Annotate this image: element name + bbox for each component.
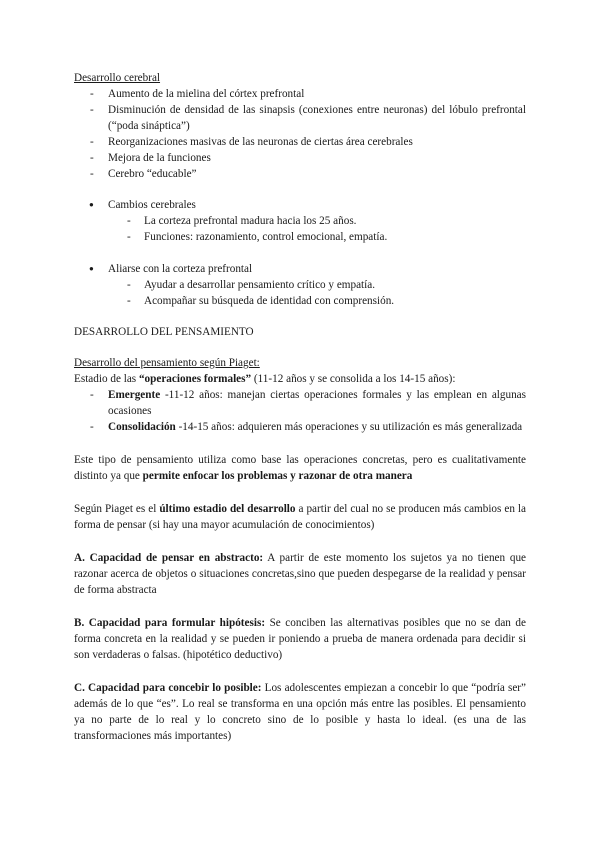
document-page [74,70,526,744]
capacidad-a [74,550,526,598]
list-item: - Aumento de la mielina del córtex prefrontal [74,86,526,102]
capacidad-b [74,615,526,663]
para1-text: Este tipo de pensamiento utiliza como base las operaciones concretas, pero es cualitativamente distinto ya que [74,454,526,482]
capacidad-c-text: Los adolescentes empiezan a concebir lo que “podría ser” además de lo que “es”. Lo real se transforma en una opción más entre las posibles. El pensamiento ya no parte de lo real y lo concreto sino de lo posible y hasta lo ideal. (es una de las transformaciones más importantes) [74,682,526,742]
estadio-list [74,387,526,435]
list-item [74,419,526,435]
cerebral-list [74,86,526,182]
estadio-line [74,371,526,387]
piaget-heading: Desarrollo del pensamiento según Piaget: [74,357,260,369]
para2-prefix: Según Piaget es el [74,503,160,515]
section-title: DESARROLLO DEL PENSAMIENTO [74,326,254,338]
estadio-suffix: (11-12 años y se consolida a los 14-15 años): [251,373,456,385]
list-item: - Cerebro “educable” [74,166,526,182]
list-item: - Ayudar a desarrollar pensamiento crítico y empatía. [74,277,526,293]
capacidad-b-title: B. Capacidad para formular hipótesis: [74,617,266,629]
capacidad-a-text: A partir de este momento los sujetos ya no tienen que razonar acerca de objetos o situaciones concretas,sino que pueden despegarse de la realidad y pensar de forma abstracta [74,552,527,596]
list-item: - Disminución de densidad de las sinapsis (conexiones entre neuronas) del lóbulo prefrontal (“poda sináptica”) [74,102,526,134]
estadio-bold: “operaciones formales” [138,373,252,385]
capacidad-c-title: C. Capacidad para concebir lo posible: [74,682,262,694]
para1-bold: permite enfocar los problemas y razonar de otra manera [142,470,413,482]
capacidad-c [74,680,526,744]
consolidacion-term: Consolidación [108,421,176,433]
cambios-list [74,213,526,245]
list-item: - Mejora de la funciones [74,150,526,166]
emergente-term: Emergente [108,389,161,401]
emergente-text: -11-12 años: manejan ciertas operaciones formales y las emplean en algunas ocasiones [108,389,526,417]
list-item [74,387,526,419]
paragraph-operaciones [74,452,526,484]
paragraph-ultimo-estadio [74,501,526,533]
aliarse-list [74,277,526,309]
list-item: - Acompañar su búsqueda de identidad con comprensión. [74,293,526,309]
aliarse-bullet: ● Aliarse con la corteza prefrontal [74,261,526,277]
cambios-bullet: ● Cambios cerebrales [74,197,526,213]
capacidad-a-title: A. Capacidad de pensar en abstracto: [74,552,264,564]
para2-bold: último estadio del desarrollo [159,503,296,515]
list-item: - Funciones: razonamiento, control emocional, empatía. [74,229,526,245]
estadio-prefix: Estadio de las [74,373,139,385]
list-item: - La corteza prefrontal madura hacia los 25 años. [74,213,526,229]
capacidad-b-text: Se conciben las alternativas posibles que no se dan de forma concreta en la realidad y se pueden ir poniendo a prueba de manera ordenada para decidir si son verdaderas o falsas. (hipotético deductivo) [74,617,526,661]
para2-suffix: a partir del cual no se producen más cambios en la forma de pensar (si hay una mayor acumulación de conocimientos) [74,503,527,531]
consolidacion-text: -14-15 años: adquieren más operaciones y su utilización es más generalizada [175,421,523,433]
list-item: - Reorganizaciones masivas de las neuronas de ciertas área cerebrales [74,134,526,150]
cerebral-heading: Desarrollo cerebral [74,72,161,84]
